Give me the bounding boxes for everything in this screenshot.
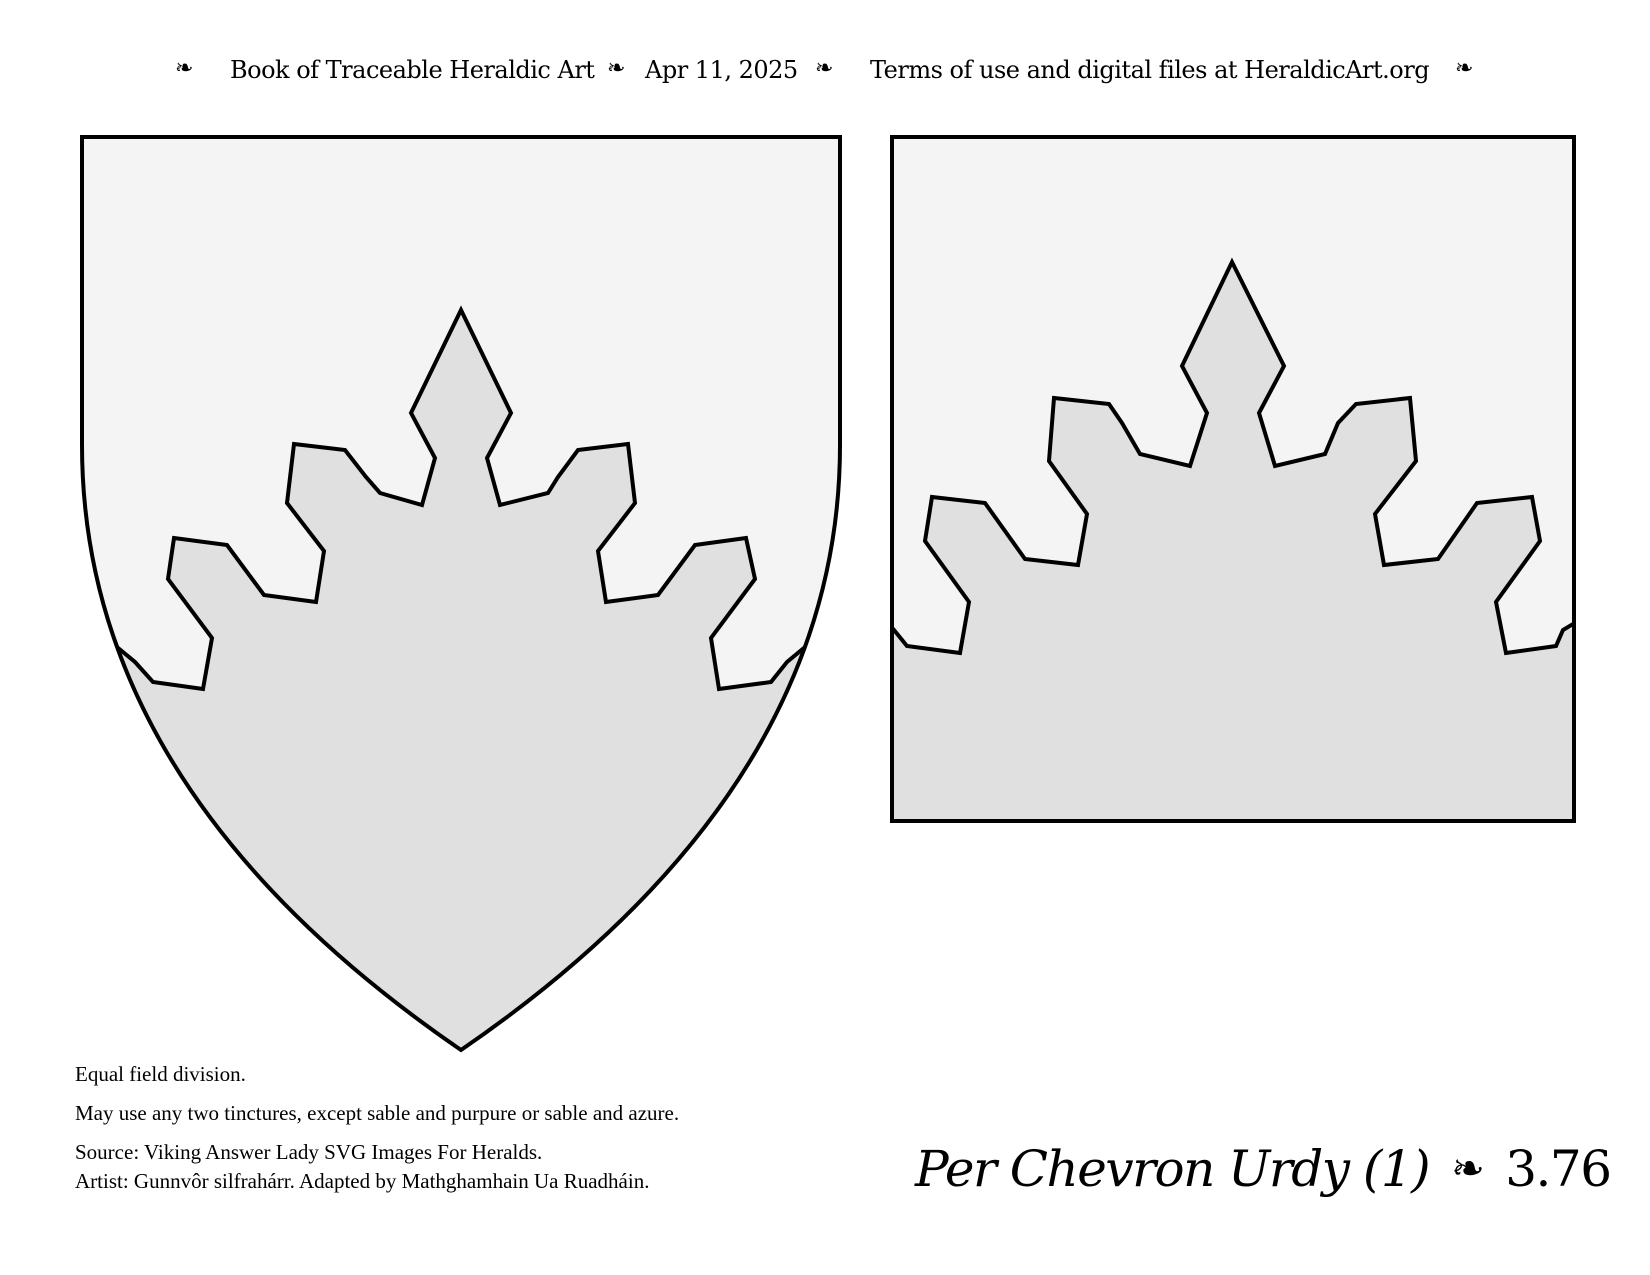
fleuron-ornament: ❧: [175, 56, 193, 81]
division-name: Per Chevron Urdy (1): [915, 1140, 1430, 1198]
header-date: Apr 11, 2025: [645, 56, 798, 84]
book-title: Book of Traceable Heraldic Art: [230, 56, 595, 84]
square-panel: [880, 137, 1590, 840]
plate-title: [915, 1140, 1611, 1198]
note-tincture-rules: May use any two tinctures, except sable and purpure or sable and azure.: [75, 1101, 680, 1125]
fleuron-ornament: ❧: [1451, 1146, 1484, 1192]
shield-outline: [60, 137, 862, 1100]
blazon-notes: [75, 1060, 875, 1196]
note-source: Source: Viking Answer Lady SVG Images For Heralds.: [75, 1140, 543, 1164]
terms-of-use-note: Terms of use and digital files at HeraldicArt.org: [870, 56, 1430, 84]
note-field-division: Equal field division.: [75, 1062, 246, 1086]
fleuron-ornament: ❧: [815, 56, 833, 81]
fleuron-ornament: ❧: [1455, 56, 1473, 81]
note-artist: Artist: Gunnvôr silfrahárr. Adapted by Mathghamhain Ua Ruadháin.: [75, 1169, 650, 1193]
plate-number: 3.76: [1505, 1140, 1611, 1198]
fleuron-ornament: ❧: [607, 56, 625, 81]
